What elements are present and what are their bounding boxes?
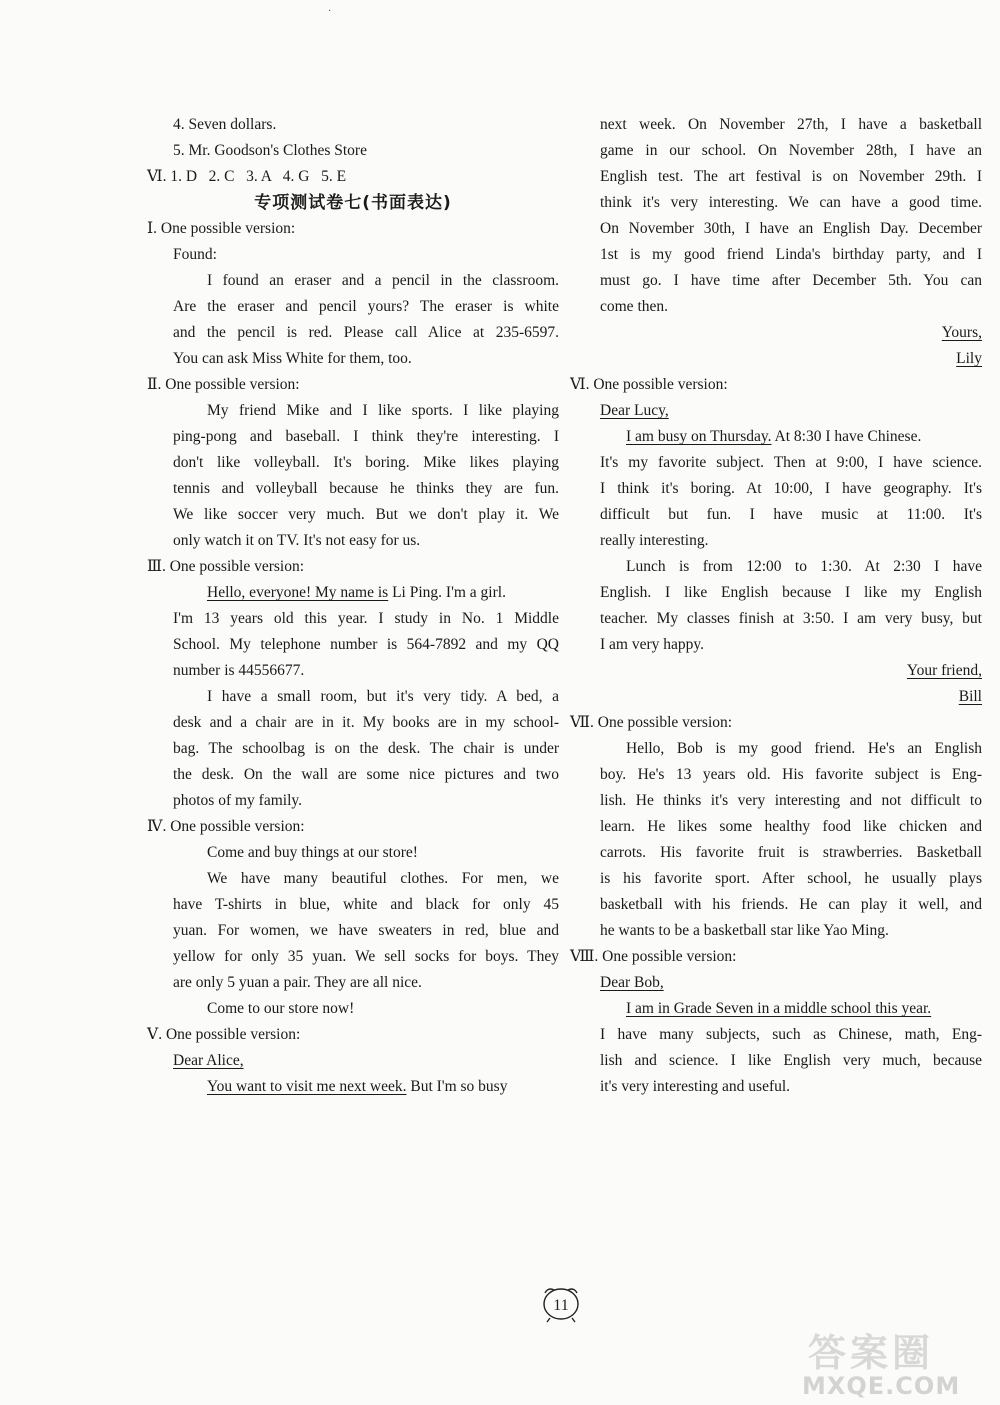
page-number — [536, 1284, 586, 1324]
essay-line: next week. On November 27th, I have a basketball — [600, 116, 982, 133]
answer-item: 5. E — [321, 168, 347, 185]
underlined-phrase: I am in Grade Seven in a middle school this year. — [626, 1000, 932, 1017]
left-column — [147, 112, 559, 1100]
section-heading: Ⅵ. One possible version: — [570, 376, 728, 393]
answer-line: 4. Seven dollars. — [173, 116, 277, 133]
watermark — [802, 1322, 992, 1400]
alarm-clock-icon — [536, 1284, 586, 1324]
essay-line: come then. — [600, 298, 669, 315]
essay-line: ping-pong and baseball. I think they're interesting. I — [173, 428, 559, 445]
essay-line: Hello, everyone! My name is Li Ping. I'm a girl. — [207, 584, 506, 601]
essay-line: learn. He likes some healthy food like chicken and — [600, 818, 982, 835]
essay-line: he wants to be a basketball star like Yao Ming. — [600, 922, 889, 939]
essay-line: bag. The schoolbag is on the desk. The chair is under — [173, 740, 559, 757]
essay-line: I am very happy. — [600, 636, 705, 653]
essay-line: is his favorite sport. After school, he usually plays — [600, 870, 982, 887]
essay-line: are only 5 yuan a pair. They are all nice. — [173, 974, 422, 991]
essay-line: really interesting. — [600, 532, 709, 549]
answer-item: 3. A — [246, 168, 272, 185]
essay-line: Hello, Bob is my good friend. He's an English — [626, 740, 982, 757]
essay-line: photos of my family. — [173, 792, 303, 809]
answer-item: 1. D — [170, 168, 198, 185]
underlined-phrase: Hello, everyone! My name is — [207, 584, 389, 601]
essay-line: don't like volleyball. It's boring. Mike likes playing — [173, 454, 559, 471]
essay-line: game in our school. On November 28th, I have an — [600, 142, 982, 159]
essay-line — [600, 996, 982, 1022]
essay-line: 1st is my good friend Linda's birthday party, and I — [600, 246, 982, 263]
essay-line: We have many beautiful clothes. For men, we — [207, 870, 559, 887]
section-title: 专项测试卷七(书面表达) — [254, 193, 452, 213]
section-vi-answers: Ⅵ. 1. D 2. C 3. A 4. G 5. E — [147, 168, 347, 185]
essay-line: the desk. On the wall are some nice pictures and two — [173, 766, 559, 783]
letter-greeting: Dear Alice, — [173, 1052, 244, 1069]
essay-line: difficult but fun. I have music at 11:00. It's — [600, 506, 982, 523]
essay-line: Are the eraser and pencil yours? The eraser is white — [173, 298, 559, 315]
essay-line: My friend Mike and I like sports. I like playing — [207, 402, 559, 419]
section-heading: Ⅷ. One possible version: — [570, 948, 737, 965]
essay-line: On November 30th, I have an English Day. December — [600, 220, 982, 237]
essay-line: yuan. For women, we have sweaters in red, blue and — [173, 922, 559, 939]
essay-line: I have a small room, but it's very tidy. A bed, a — [207, 688, 559, 705]
essay-line: it's very interesting and useful. — [600, 1078, 791, 1095]
watermark-cn: 答案圈 — [808, 1331, 935, 1375]
essay-line: number is 44556677. — [173, 662, 305, 679]
section-heading: Ⅰ. One possible version: — [147, 220, 296, 237]
essay-line: Come to our store now! — [207, 1000, 355, 1017]
letter-signature: Lily — [956, 350, 982, 367]
essay-line: Come and buy things at our store! — [207, 844, 418, 861]
underlined-phrase: You want to visit me next week. — [207, 1078, 407, 1095]
right-column — [570, 112, 982, 1100]
essay-line: You can ask Miss White for them, too. — [173, 350, 412, 367]
essay-line: only watch it on TV. It's not easy for us. — [173, 532, 421, 549]
essay-line: teacher. My classes finish at 3:50. I am very busy, but — [600, 610, 982, 627]
essay-line: boy. He's 13 years old. His favorite subject is Eng- — [600, 766, 982, 783]
essay-line: and the pencil is red. Please call Alice at 235-6597. — [173, 324, 559, 341]
letter-greeting: Dear Bob, — [600, 974, 664, 991]
section-heading: Ⅱ. One possible version: — [147, 376, 300, 393]
essay-line: desk and a chair are in it. My books are in my school- — [173, 714, 559, 731]
essay-line: English. I like English because I like my English — [600, 584, 982, 601]
underlined-phrase: I am busy on Thursday. — [626, 428, 772, 445]
answer-item: 2. C — [208, 168, 235, 185]
essay-line: basketball with his friends. He can play it well, and — [600, 896, 982, 913]
essay-line: Lunch is from 12:00 to 1:30. At 2:30 I have — [626, 558, 982, 575]
section-heading: Ⅶ. One possible version: — [570, 714, 733, 731]
letter-signature: Bill — [958, 688, 982, 705]
section-heading: Ⅴ. One possible version: — [147, 1026, 301, 1043]
page-number-text: 11 — [553, 1297, 569, 1314]
essay-line: tennis and volleyball because he thinks they are fun. — [173, 480, 559, 497]
answer-item: 4. G — [282, 168, 310, 185]
essay-line: I think it's boring. At 10:00, I have geography. It's — [600, 480, 982, 497]
essay-line: carrots. His favorite fruit is strawberries. Basketball — [600, 844, 982, 861]
essay-line: You want to visit me next week. But I'm so busy — [207, 1078, 508, 1095]
section-heading: Ⅲ. One possible version: — [147, 558, 305, 575]
essay-line: lish. He thinks it's very interesting and not difficult to — [600, 792, 982, 809]
letter-greeting: Dear Lucy, — [600, 402, 669, 419]
essay-line: I found an eraser and a pencil in the classroom. — [207, 272, 559, 289]
answer-line: 5. Mr. Goodson's Clothes Store — [173, 142, 367, 159]
section-heading: Ⅳ. One possible version: — [147, 818, 305, 835]
essay-line: We like soccer very much. But we don't play it. We — [173, 506, 559, 523]
watermark-url: MXQE.COM — [802, 1372, 961, 1400]
essay-line: I have many subjects, such as Chinese, math, Eng- — [600, 1026, 982, 1043]
essay-line: have T-shirts in blue, white and black for only 45 — [173, 896, 559, 913]
essay-line: I am busy on Thursday. At 8:30 I have Chinese. — [626, 428, 922, 445]
letter-closing: Yours, — [941, 324, 982, 341]
essay-line: think it's very interesting. We can have a good time. — [600, 194, 982, 211]
essay-line: It's my favorite subject. Then at 9:00, I have science. — [600, 454, 982, 471]
letter-closing: Your friend, — [906, 662, 982, 679]
top-dot: · — [328, 6, 332, 17]
essay-line: lish and science. I like English very much, because — [600, 1052, 982, 1069]
essay-line: I'm 13 years old this year. I study in No. 1 Middle — [173, 610, 559, 627]
essay-line: must go. I have time after December 5th. You can — [600, 272, 982, 289]
essay-line: School. My telephone number is 564-7892 and my QQ — [173, 636, 559, 653]
essay-line: English test. The art festival is on November 29th. I — [600, 168, 982, 185]
essay-line: yellow for only 35 yuan. We sell socks for boys. They — [173, 948, 559, 965]
essay-line: Found: — [173, 246, 217, 263]
